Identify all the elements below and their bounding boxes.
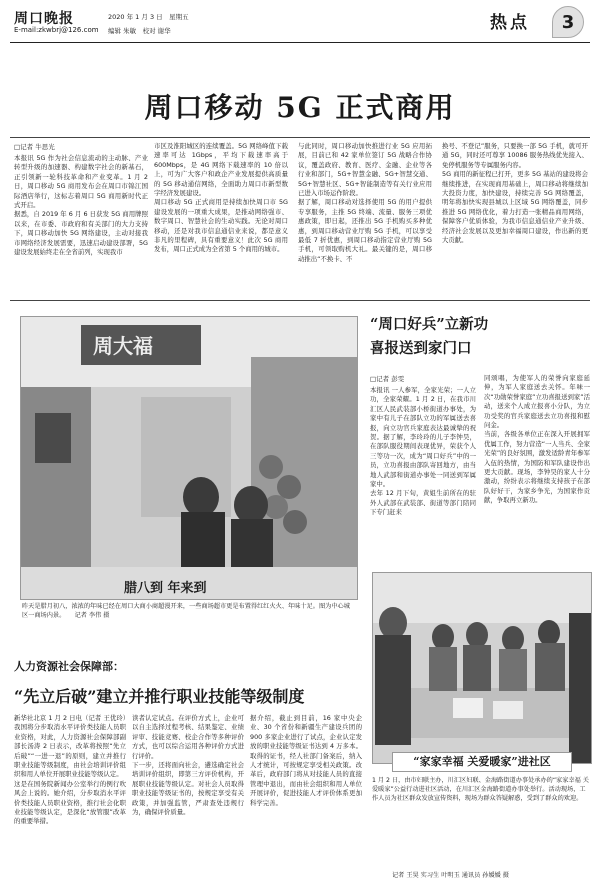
masthead-editor: 编辑 朱敏 校对 谢华 xyxy=(108,27,171,35)
section-name: 热点 xyxy=(490,13,530,33)
side-headline-line-1: “周口好兵”立新功 xyxy=(370,316,489,333)
community-photo xyxy=(372,572,592,764)
lead-column-1: 本报讯 5G 作为社会信息流动的主动脉、产业转型升级的加速器、构建数字社会的新基石，正引领新一轮科技革命和产业变革。1 月 2 日，周口移动 5G 商用发布会在周口市锦江国际酒店举行，这标志着周口 5G 商用新时代正式开启。 据悉，自 2019 年 6 月 6 日获发 5G 商用牌照以来，在市委、市政府和有关部门的大力支持下，周口移动加快 5G 网络建设，主动对接我市网络经济发展需要，迅速启动建设部署，5G 建设发展始终走在全省前列，实现我市 xyxy=(14,154,148,257)
masthead-email: E-mail:zkwbrj@126.com xyxy=(14,26,99,34)
mall-photo xyxy=(20,316,358,600)
side-byline: □记者 彭雯 xyxy=(370,375,405,383)
mall-scene-illustration xyxy=(21,317,357,599)
mall-photo-title: 腊八到 年来到 xyxy=(124,581,207,596)
page-number-badge: 3 xyxy=(552,6,584,38)
lead-byline: □记者 牛思光 xyxy=(14,143,55,151)
side-column-1: 本报讯 一人参军，全家光荣；一人立功，全家荣耀。1 月 2 日，在我市川汇区人民武装部小桥街道办事处，为家中有儿子在部队立功的军属送去喜报，向立功官兵家庭表达最诚挚的祝贺。据了解，李玲玲的儿子李钟昊，在部队服役期间表现优异，荣获个人三等功一次，成为“周口好兵”中的一员，立功喜报由部队寄回地方，由当地人武部和街道办事处一同送到军属家中。 去年 12 月下旬，黄姐生前所在的驻外人武部在武装部、街道等部门陪同下专门赶来 xyxy=(370,386,476,517)
side-headline-line-2: 喜报送到家门口 xyxy=(370,340,472,357)
side-column-2: 同颂唱，为使军人的荣誉向家庭延伸，为军人家庭送去关怀。年味一次“功勋荣誉家庭”立功喜报送到家”活动，送来个人成立报喜小分队，为立功受奖的官兵家庭送去立功喜报和慰问金。 当前，各级各单位正在深入开展拥军优属工作，努力营造“一人当兵、全家光荣”的良好氛围，激发适龄青年参军入伍的热情，为国防和军队建设作出更大贡献。现场，李钟昊的家人十分激动，纷纷表示将继续支持孩子在部队好好干，为家乡争光，为国家作贡献，争取再立新功。 xyxy=(484,374,590,505)
section-rule-middle xyxy=(10,300,590,301)
community-photo-caption: 1 月 2 日，由市妇联主办，川汇区妇联、金海路街道办事处承办的“家家幸福 关爱暖家”公益行动进社区活动，在川汇区金海路街道办事处举行。活动现场，工作人员为社区群众发放宣传资料，现场为群众答疑解惑，受到了群众的欢迎。 xyxy=(372,777,589,802)
bottom-column-1: 新华社北京 1 月 2 日电（记者 王优玲）我国将分步取消水平评价类技能人员职业资格，对此，人力资源社会保障部副部长汤涛 2 日表示，改革将按照“先立后破”“一进一退”的原则，建立并推行职业技能等级制度，由社会培训评价组织和用人单位开展职业技能等级认定。 这是在国务院新闻办公室举行的例行吹风会上说的。她介绍，分步取消水平评价类技能人员职业资格，推行社会化职业技能等级认定，是深化“放管服”改革的重要举措。 xyxy=(14,714,126,826)
bottom-column-2: 读者认定试点。在评价方式上，企业可以自主选择过程考核、结果鉴定、业绩评审、技能竞赛、校企合作等多种评价方式，也可以综合运用各种评价方式进行评价。 下一步，还将面向社会，遴选确定社会培训评价组织，即第三方评价机构，开展职业技能等级认定。对社会人员取得职业技能等级证书的，按规定享受有关政策，并加强监管，严肃查处违规行为，确保评价质量。 xyxy=(132,714,244,817)
newspaper-logo: 周口晚报 xyxy=(14,11,74,27)
headline-rule xyxy=(10,137,590,138)
lead-column-3: 与此同时，周口移动加快推进行业 5G 应用拓展，目前已和 42 家单位签订 5G 战略合作协议，覆盖政府、教育、医疗、金融、企业等各行业和部门，5G+智慧金融、5G+智慧交通、5G+智慧社区、5G+智能制造等有关行业应用已进入市场运作阶段。 据了解，周口移动对选择使用 5G 的用户提供专享服务，主推 5G 终端、流量、服务三项优惠政策，即日起，还推出 5G 手机购买多种优惠，到周口移动营业厅购 5G 手机，可以享受最低 7 折优惠，到周口移动指定营业厅购 5G 手机，可领取购机大礼。最关键的是，周口移动推出“不换卡、不 xyxy=(298,142,432,263)
bottom-column-3: 据介绍，截止到目前，16 家中央企业、30 个省份和新疆生产建设兵团的 900 多家企业进行了试点，企业认定发放的职业技能等级证书达到 4 万多本。取得的证书，经人社部门备案后，纳入人才统计，可按规定享受相关政策。改革后，政府部门将从对技能人员的直接管理中退出，而由社会组织和用人单位开展评价，促进技能人才评价体系更加科学完善。 xyxy=(250,714,362,807)
masthead-date: 2020 年 1 月 3 日 星期五 xyxy=(108,13,189,21)
masthead-rule xyxy=(10,42,590,43)
community-scene-illustration xyxy=(373,573,591,763)
svg-text:周大福: 周大福 xyxy=(93,334,153,358)
bottom-kicker: 人力资源社会保障部： xyxy=(14,660,124,673)
bottom-headline: “先立后破”建立并推行职业技能等级制度 xyxy=(14,687,305,706)
mall-photo-caption: 昨天是腊月初八，浓浓的年味已经在周口大商小商超漫开来，一些商场超市更是布置得红红火火、年味十足。图为中心城区一商场内景。 记者 李伟 摄 xyxy=(22,603,350,619)
lead-headline: 周口移动 5G 正式商用 xyxy=(144,91,456,124)
community-photo-credit: 记者 王昊 实习生 叶明玉 通讯员 孙媛媛 摄 xyxy=(392,872,509,879)
lead-column-2: 市区及淮阳城区的连续覆盖。5G 网络峰值下载速率可达 1Gbps，平均下载速率高于 600Mbps，是 4G 网络下载速率的 10 倍以上，可为广大客户和政企产业发展提供高质量的 5G 移动通信网络，全面助力周口市新型数字经济发展建设。 周口移动 5G 正式商用是持续加快周口市 5G 建设发展的一项重大成果，是推动网络强市、数字周口、智慧社会的生动实践。无论对周口移动，还是对我市信息通信业来说，都是意义非凡的里程碑，具有重要意义！此次 5G 商用发布，周口正式成为全省第 5 个商用的城市。 xyxy=(154,142,288,254)
community-photo-title: “家家幸福 关爱暖家”进社区 xyxy=(392,752,572,772)
lead-column-4: 换号、不登记”服务，只要换一部 5G 手机，就可开通 5G，同时还可尊享 10086 服务热线优先接入、免停机服务等专属服务内容。 5G 商用的新征程已打开，更多 5G 基站的建设将会继续推进，在实现商用基础上，周口移动将继续加大投资力度，加快建设，持续完善 5G 网络覆盖，明年将加快实现县城以上区域 5G 网络覆盖，同步推进 5G 网络优化，着力打造一张精品商用网络，保障客户优质体验，为我市信息通信业产业升级、经济社会发展以及更加幸福周口建设，作出新的更大贡献。 xyxy=(442,142,588,245)
